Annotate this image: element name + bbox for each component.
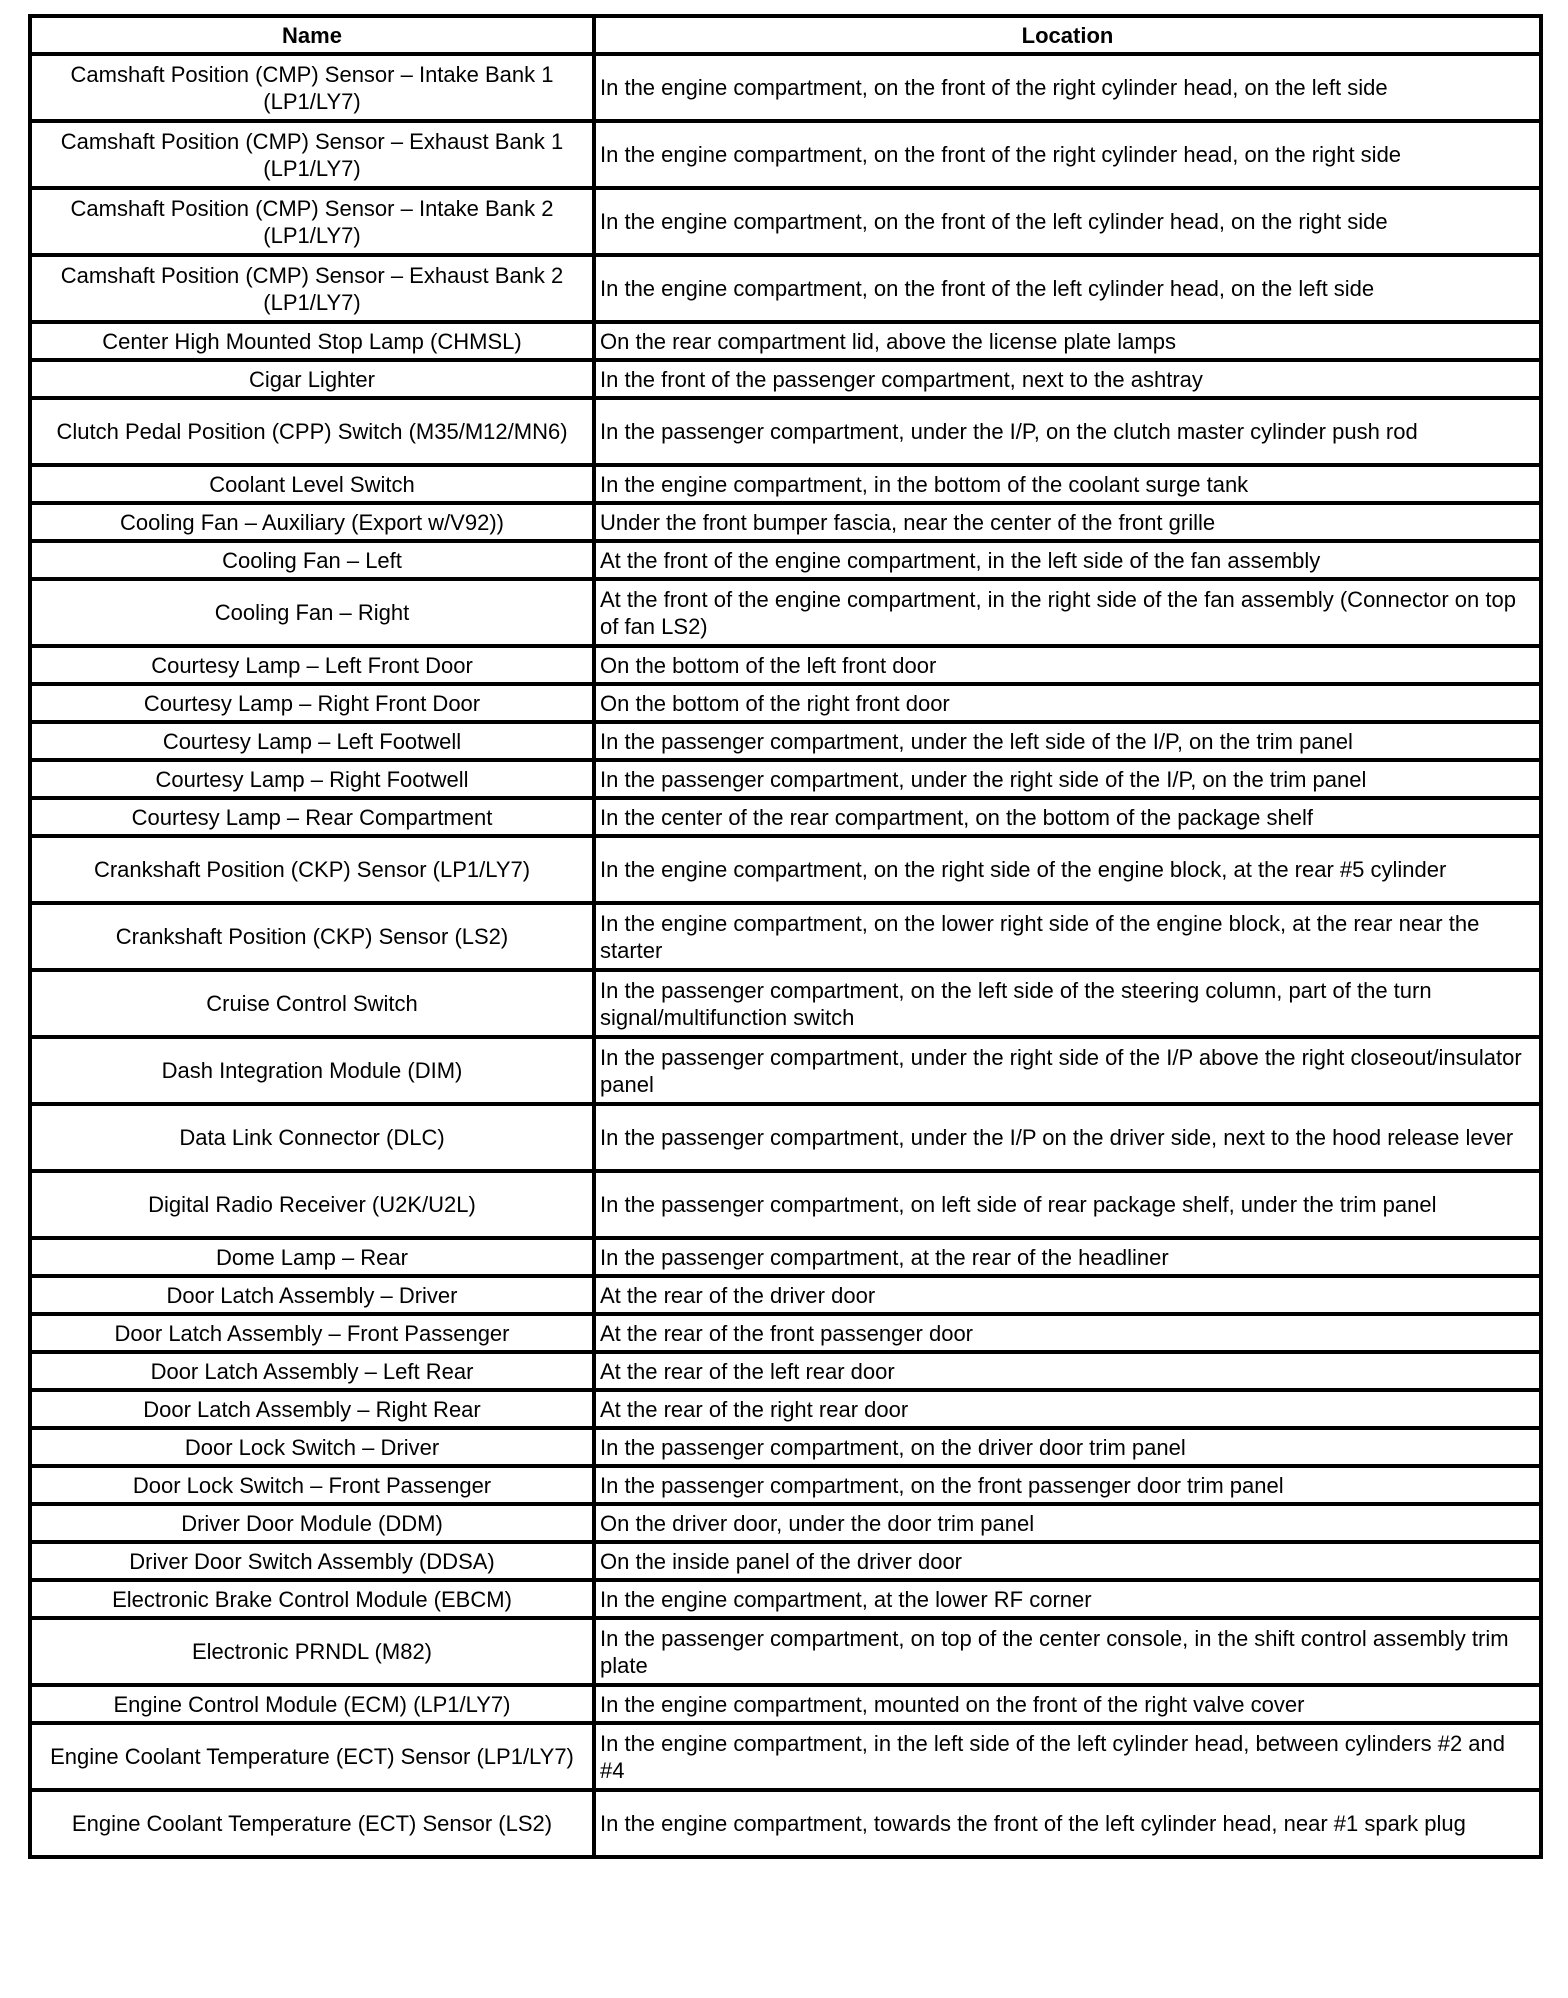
component-location-cell: At the rear of the left rear door [594, 1352, 1541, 1390]
table-row [30, 1790, 1541, 1857]
component-location-cell: At the rear of the right rear door [594, 1390, 1541, 1428]
component-location-cell: In the engine compartment, on the front of the left cylinder head, on the right side [594, 188, 1541, 255]
table-row [30, 684, 1541, 722]
component-name-cell: Crankshaft Position (CKP) Sensor (LP1/LY7) [30, 836, 594, 903]
component-location-cell: In the engine compartment, towards the front of the left cylinder head, near #1 spark plug [594, 1790, 1541, 1857]
column-header-name: Name [30, 16, 594, 54]
table-row [30, 360, 1541, 398]
component-location-cell: In the passenger compartment, under the right side of the I/P, on the trim panel [594, 760, 1541, 798]
component-name-cell: Cooling Fan – Auxiliary (Export w/V92)) [30, 503, 594, 541]
component-name-cell: Engine Coolant Temperature (ECT) Sensor (LP1/LY7) [30, 1723, 594, 1790]
table-row [30, 1580, 1541, 1618]
component-location-cell: In the passenger compartment, under the I/P, on the clutch master cylinder push rod [594, 398, 1541, 465]
component-name-cell: Courtesy Lamp – Right Front Door [30, 684, 594, 722]
component-name-cell: Door Latch Assembly – Driver [30, 1276, 594, 1314]
component-location-cell: Under the front bumper fascia, near the center of the front grille [594, 503, 1541, 541]
component-name-cell: Cooling Fan – Left [30, 541, 594, 579]
component-name-cell: Clutch Pedal Position (CPP) Switch (M35/M12/MN6) [30, 398, 594, 465]
component-location-cell: At the rear of the front passenger door [594, 1314, 1541, 1352]
component-name-cell: Camshaft Position (CMP) Sensor – Exhaust Bank 1 (LP1/LY7) [30, 121, 594, 188]
component-name-cell: Courtesy Lamp – Right Footwell [30, 760, 594, 798]
table-row [30, 970, 1541, 1037]
component-location-cell: In the passenger compartment, under the left side of the I/P, on the trim panel [594, 722, 1541, 760]
table-row [30, 54, 1541, 121]
component-location-cell: In the passenger compartment, on left side of rear package shelf, under the trim panel [594, 1171, 1541, 1238]
table-row [30, 1352, 1541, 1390]
component-name-cell: Electronic PRNDL (M82) [30, 1618, 594, 1685]
component-location-cell: At the front of the engine compartment, in the right side of the fan assembly (Connector on top of fan LS2) [594, 579, 1541, 646]
table-row [30, 1504, 1541, 1542]
component-location-cell: In the engine compartment, mounted on the front of the right valve cover [594, 1685, 1541, 1723]
component-name-cell: Driver Door Switch Assembly (DDSA) [30, 1542, 594, 1580]
component-name-cell: Center High Mounted Stop Lamp (CHMSL) [30, 322, 594, 360]
component-name-cell: Driver Door Module (DDM) [30, 1504, 594, 1542]
table-row [30, 1238, 1541, 1276]
component-name-cell: Camshaft Position (CMP) Sensor – Intake Bank 1 (LP1/LY7) [30, 54, 594, 121]
component-name-cell: Coolant Level Switch [30, 465, 594, 503]
component-location-cell: In the engine compartment, on the front of the right cylinder head, on the right side [594, 121, 1541, 188]
component-name-cell: Digital Radio Receiver (U2K/U2L) [30, 1171, 594, 1238]
table-body [30, 54, 1541, 1857]
component-name-cell: Data Link Connector (DLC) [30, 1104, 594, 1171]
table-row [30, 1104, 1541, 1171]
component-name-cell: Engine Coolant Temperature (ECT) Sensor (LS2) [30, 1790, 594, 1857]
component-location-cell: In the passenger compartment, on the driver door trim panel [594, 1428, 1541, 1466]
component-name-cell: Door Lock Switch – Front Passenger [30, 1466, 594, 1504]
component-location-cell: In the passenger compartment, under the right side of the I/P above the right closeout/insulator panel [594, 1037, 1541, 1104]
component-name-cell: Engine Control Module (ECM) (LP1/LY7) [30, 1685, 594, 1723]
component-name-cell: Crankshaft Position (CKP) Sensor (LS2) [30, 903, 594, 970]
component-location-cell: In the passenger compartment, on top of the center console, in the shift control assembly trim plate [594, 1618, 1541, 1685]
component-location-cell: In the engine compartment, on the right side of the engine block, at the rear #5 cylinder [594, 836, 1541, 903]
table-row [30, 1171, 1541, 1238]
component-location-cell: In the center of the rear compartment, on the bottom of the package shelf [594, 798, 1541, 836]
table-row [30, 322, 1541, 360]
header-row [30, 16, 1541, 54]
table-row [30, 760, 1541, 798]
component-location-cell: On the bottom of the right front door [594, 684, 1541, 722]
component-name-cell: Door Latch Assembly – Right Rear [30, 1390, 594, 1428]
component-location-cell: On the bottom of the left front door [594, 646, 1541, 684]
component-location-cell: In the engine compartment, on the lower right side of the engine block, at the rear near the starter [594, 903, 1541, 970]
component-location-cell: In the engine compartment, in the left side of the left cylinder head, between cylinders #2 and #4 [594, 1723, 1541, 1790]
component-name-cell: Cigar Lighter [30, 360, 594, 398]
table-row [30, 1466, 1541, 1504]
component-location-cell: In the passenger compartment, on the left side of the steering column, part of the turn signal/multifunction switch [594, 970, 1541, 1037]
component-name-cell: Camshaft Position (CMP) Sensor – Exhaust Bank 2 (LP1/LY7) [30, 255, 594, 322]
table-row [30, 1314, 1541, 1352]
table-row [30, 255, 1541, 322]
table-row [30, 465, 1541, 503]
component-location-cell: At the front of the engine compartment, in the left side of the fan assembly [594, 541, 1541, 579]
table-row [30, 541, 1541, 579]
component-name-cell: Dash Integration Module (DIM) [30, 1037, 594, 1104]
table-row [30, 1037, 1541, 1104]
component-name-cell: Courtesy Lamp – Left Footwell [30, 722, 594, 760]
component-location-cell: On the rear compartment lid, above the license plate lamps [594, 322, 1541, 360]
component-name-cell: Door Latch Assembly – Left Rear [30, 1352, 594, 1390]
table-row [30, 1685, 1541, 1723]
component-location-cell: In the front of the passenger compartment, next to the ashtray [594, 360, 1541, 398]
table-row [30, 398, 1541, 465]
table-row [30, 121, 1541, 188]
component-location-cell: In the passenger compartment, on the front passenger door trim panel [594, 1466, 1541, 1504]
component-name-cell: Dome Lamp – Rear [30, 1238, 594, 1276]
component-location-cell: At the rear of the driver door [594, 1276, 1541, 1314]
column-header-location: Location [594, 16, 1541, 54]
table-row [30, 1618, 1541, 1685]
table-row [30, 836, 1541, 903]
table-row [30, 188, 1541, 255]
component-location-cell: In the passenger compartment, at the rear of the headliner [594, 1238, 1541, 1276]
component-name-cell: Door Latch Assembly – Front Passenger [30, 1314, 594, 1352]
component-name-cell: Courtesy Lamp – Left Front Door [30, 646, 594, 684]
component-location-table [28, 14, 1543, 1859]
component-location-cell: In the engine compartment, on the front of the right cylinder head, on the left side [594, 54, 1541, 121]
table-row [30, 1390, 1541, 1428]
component-name-cell: Door Lock Switch – Driver [30, 1428, 594, 1466]
table-row [30, 903, 1541, 970]
component-location-cell: In the engine compartment, on the front of the left cylinder head, on the left side [594, 255, 1541, 322]
component-location-cell: On the inside panel of the driver door [594, 1542, 1541, 1580]
component-location-cell: In the engine compartment, at the lower RF corner [594, 1580, 1541, 1618]
table-row [30, 1723, 1541, 1790]
table-row [30, 646, 1541, 684]
component-location-cell: In the passenger compartment, under the I/P on the driver side, next to the hood release lever [594, 1104, 1541, 1171]
component-name-cell: Camshaft Position (CMP) Sensor – Intake Bank 2 (LP1/LY7) [30, 188, 594, 255]
component-location-cell: On the driver door, under the door trim panel [594, 1504, 1541, 1542]
component-name-cell: Cooling Fan – Right [30, 579, 594, 646]
component-location-cell: In the engine compartment, in the bottom of the coolant surge tank [594, 465, 1541, 503]
component-name-cell: Courtesy Lamp – Rear Compartment [30, 798, 594, 836]
table-row [30, 579, 1541, 646]
table-row [30, 1428, 1541, 1466]
table-row [30, 1542, 1541, 1580]
table-row [30, 503, 1541, 541]
table-row [30, 722, 1541, 760]
component-name-cell: Electronic Brake Control Module (EBCM) [30, 1580, 594, 1618]
table-row [30, 798, 1541, 836]
table-row [30, 1276, 1541, 1314]
component-name-cell: Cruise Control Switch [30, 970, 594, 1037]
